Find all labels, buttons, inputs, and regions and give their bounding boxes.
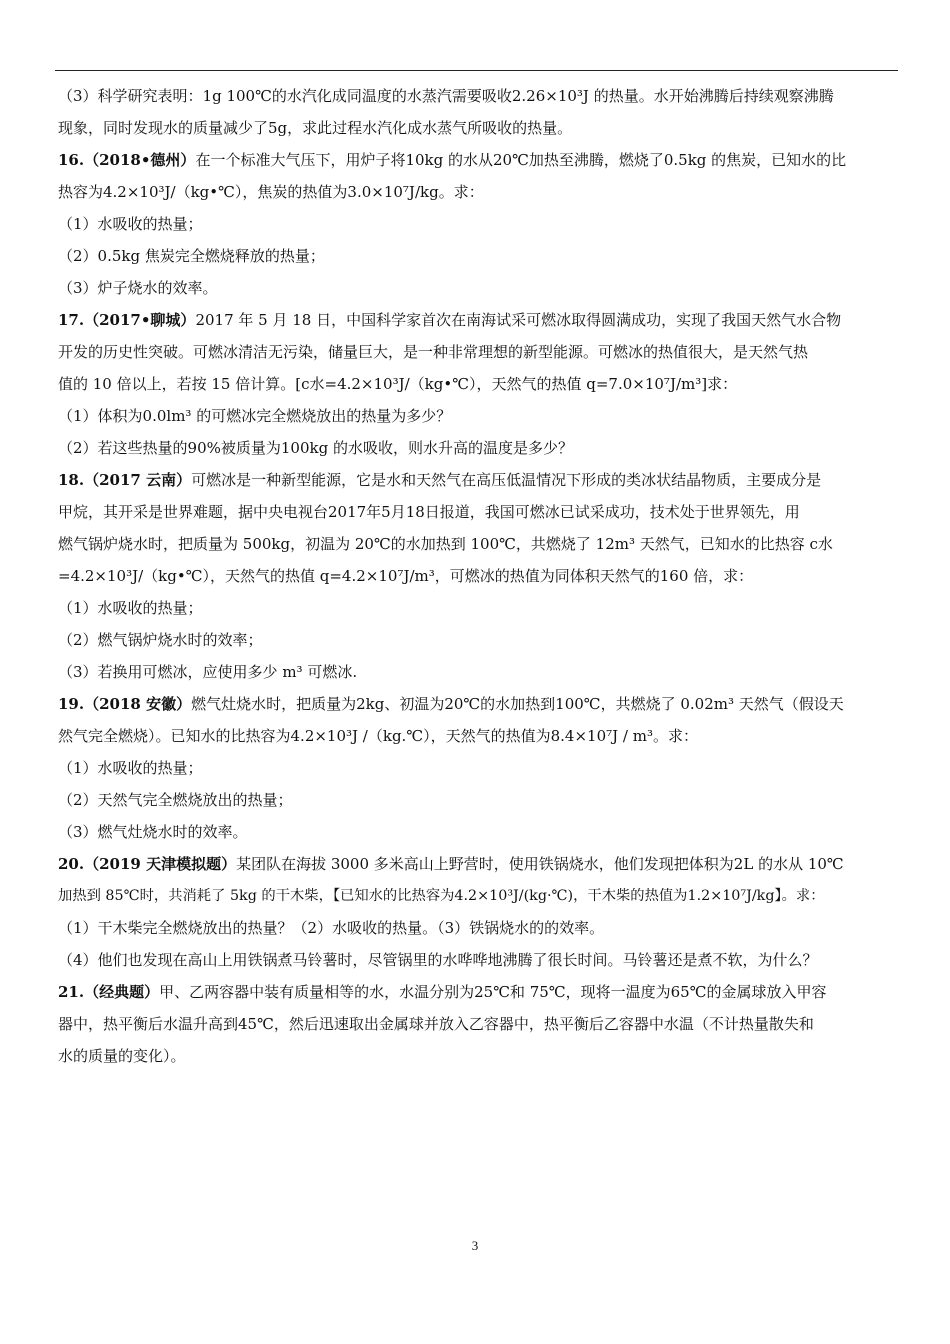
q17-label: 17.（2017•聊城）: [58, 311, 196, 329]
q16-sub2: （2）0.5kg 焦炭完全燃烧释放的热量；: [58, 247, 325, 265]
q16-label: 16.（2018•德州）: [58, 151, 196, 169]
q20-line2: 加热到 85℃时，共消耗了 5kg 的干木柴，【已知水的比热容为4.2×10³J/(kg·℃)，干木柴的热值为1.2×10⁷J/kg】。求：: [58, 888, 825, 904]
q15-part3-line2: 现象，同时发现水的质量减少了5g，求此过程水汽化成水蒸气所吸收的热量。: [58, 119, 573, 137]
q18-line1: 18.（2017 云南）可燃冰是一种新型能源，它是水和天然气在高压低温情况下形成的类冰状结晶物质，主要成分是: [58, 471, 822, 489]
q18-line4: =4.2×10³J/（kg•℃），天然气的热值 q=4.2×10⁷J/m³，可燃冰的热值为同体积天然气的160 倍，求：: [58, 567, 754, 585]
q18-sub1: （1）水吸收的热量；: [58, 599, 203, 617]
q19-sub1: （1）水吸收的热量；: [58, 759, 203, 777]
q17-sub1: （1）体积为0.0lm³ 的可燃冰完全燃烧放出的热量为多少？: [58, 407, 452, 425]
q18-sub2: （2）燃气锅炉烧水时的效率；: [58, 631, 263, 649]
q16-sub3: （3）炉子烧水的效率。: [58, 279, 218, 297]
q18-sub3: （3）若换用可燃冰，应使用多少 m³ 可燃冰.: [58, 663, 358, 681]
q19-sub3: （3）燃气灶烧水时的效率。: [58, 823, 248, 841]
header-rule: [55, 70, 898, 71]
q20-label: 20.（2019 天津模拟题）: [58, 855, 237, 873]
q16-line1: 16.（2018•德州）在一个标准大气压下，用炉子将10kg 的水从20℃加热至沸腾，燃烧了0.5kg 的焦炭，已知水的比: [58, 151, 847, 169]
document-body: [58, 80, 900, 1072]
q16-line2: 热容为4.2×10³J/（kg•℃），焦炭的热值为3.0×10⁷J/kg。求：: [58, 183, 484, 201]
q18-line3: 燃气锅炉烧水时，把质量为 500kg，初温为 20℃的水加热到 100℃，共燃烧了 12m³ 天然气，已知水的比热容 c水: [58, 535, 833, 553]
q16-sub1: （1）水吸收的热量；: [58, 215, 203, 233]
q19-sub2: （2）天然气完全燃烧放出的热量；: [58, 791, 293, 809]
q18-line2: 甲烷，其开采是世界难题，据中央电视台2017年5月18日报道，我国可燃冰已试采成功，技术处于世界领先，用: [58, 503, 800, 521]
q17-sub2: （2）若这些热量的90%被质量为100kg 的水吸收，则水升高的温度是多少？: [58, 439, 573, 457]
q20-sub1: （1）干木柴完全燃烧放出的热量？（2）水吸收的热量。（3）铁锅烧水的的效率。: [58, 919, 605, 937]
q17-line2: 开发的历史性突破。可燃冰清洁无污染，储量巨大，是一种非常理想的新型能源。可燃冰的热值很大，是天然气热: [58, 343, 809, 361]
q19-line1: 19.（2018 安徽）燃气灶烧水时，把质量为2kg、初温为20℃的水加热到100℃，共燃烧了 0.02m³ 天然气（假设天: [58, 695, 844, 713]
q18-label: 18.（2017 云南）: [58, 471, 192, 489]
q21-line3: 水的质量的变化）。: [58, 1047, 186, 1065]
q17-line3: 值的 10 倍以上，若按 15 倍计算。[c水=4.2×10³J/（kg•℃），天然气的热值 q=7.0×10⁷J/m³]求：: [58, 375, 738, 393]
q21-line1: 21.（经典题）甲、乙两容器中装有质量相等的水，水温分别为25℃和 75℃，现将一温度为65℃的金属球放入甲容: [58, 983, 827, 1001]
q17-line1: 17.（2017•聊城）2017 年 5 月 18 日，中国科学家首次在南海试采可燃冰取得圆满成功，实现了我国天然气水合物: [58, 311, 842, 329]
page-number: 3: [471, 1238, 479, 1253]
q19-line2: 然气完全燃烧）。已知水的比热容为4.2×10³J /（kg.℃），天然气的热值为8.4×10⁷J / m³。求：: [58, 727, 698, 745]
q21-label: 21.（经典题）: [58, 983, 160, 1001]
q21-line2: 器中，热平衡后水温升高到45℃，然后迅速取出金属球并放入乙容器中，热平衡后乙容器中水温（不计热量散失和: [58, 1015, 814, 1033]
q20-sub2: （4）他们也发现在高山上用铁锅煮马铃薯时，尽管锅里的水哗哗地沸腾了很长时间。马铃薯还是煮不软，为什么？: [58, 951, 818, 969]
q19-label: 19.（2018 安徽）: [58, 695, 192, 713]
q15-part3-line1: （3）科学研究表明：1g 100℃的水汽化成同温度的水蒸汽需要吸收2.26×10³J 的热量。水开始沸腾后持续观察沸腾: [58, 87, 834, 105]
q20-line1: 20.（2019 天津模拟题）某团队在海拔 3000 多米高山上野营时，使用铁锅烧水，他们发现把体积为2L 的水从 10℃: [58, 855, 844, 873]
